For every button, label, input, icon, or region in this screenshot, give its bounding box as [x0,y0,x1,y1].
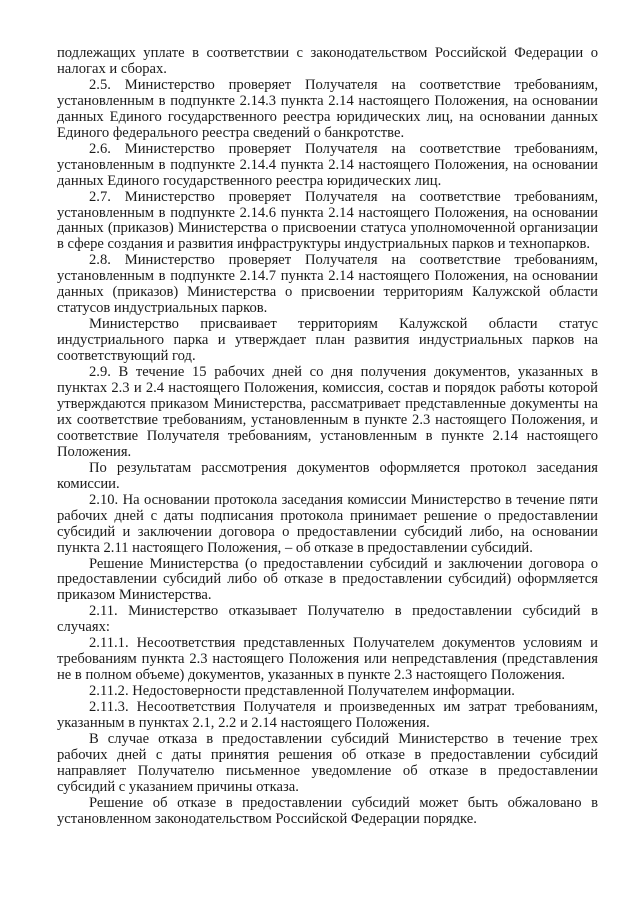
paragraph-2-11: 2.11. Министерство отказывает Получателю в предоставлении субсидий в случаях: [57,603,598,636]
paragraph-industrial-park-status: Министерство присваивает территориям Калужской области статус индустриального парка и утверждает план развития индустриальных парков на соответствующий год. [57,316,598,365]
paragraph-2-11-3: 2.11.3. Несоответствия Получателя и произведенных им затрат требованиям, указанным в пунктах 2.1, 2.2 и 2.14 настоящего Положения. [57,699,598,732]
paragraph-2-11-1: 2.11.1. Несоответствия представленных Получателем документов условиям и требованиям пункта 2.3 настоящего Положения или непредставления (представления не в полном объеме) документов, указанных в пункте 2.3 настоящего Положения. [57,635,598,684]
paragraph-refusal-notice: В случае отказа в предоставлении субсидий Министерство в течение трех рабочих дней с даты принятия решения об отказе в предоставлении субсидий направляет Получателю письменное уведомление об отказе в предоставлении субсидий с указанием причины отказа. [57,730,598,795]
paragraph-2-10: 2.10. На основании протокола заседания комиссии Министерство в течение пяти рабочих дней с даты подписания протокола принимает решение о предоставлении субсидий и заключении договора о предоставлении субсидий либо, на основании пункта 2.11 настоящего Положения, – об отказе в предоставлении субсидий. [57,491,598,556]
paragraph-2-9: 2.9. В течение 15 рабочих дней со дня получения документов, указанных в пунктах 2.3 и 2.4 настоящего Положения, комиссия, состав и порядок работы которой утверждаются приказом Министерства, рассматривает представленные документы на их соответствие требованиям, установленным в пункте 2.3 настоящего Положения, и соответствие Получателя требованиям, установленным в пункте 2.14 настоящего Положения. [57,364,598,460]
paragraph-ministry-decision: Решение Министерства (о предоставлении субсидий и заключении договора о предоставлении субсидий либо об отказе в предоставлении субсидий) оформляется приказом Министерства. [57,555,598,604]
paragraph-2-8: 2.8. Министерство проверяет Получателя на соответствие требованиям, установленным в подпункте 2.14.7 пункта 2.14 настоящего Положения, на основании данных (приказов) Министерства о присвоении территориям Калужской области статусов индустриальных парков. [57,252,598,317]
paragraph-taxes-continuation: подлежащих уплате в соответствии с законодательством Российской Федерации о налогах и сборах. [57,45,598,77]
paragraph-2-5: 2.5. Министерство проверяет Получателя на соответствие требованиям, установленным в подпункте 2.14.3 пункта 2.14 настоящего Положения, на основании данных Единого государственного реестра юридических лиц, на основании данных Единого федерального реестра сведений о банкротстве. [57,76,598,141]
document-body [57,46,598,828]
paragraph-commission-protocol: По результатам рассмотрения документов оформляется протокол заседания комиссии. [57,459,598,492]
paragraph-appeal: Решение об отказе в предоставлении субсидий может быть обжаловано в установленном законодательством Российской Федерации порядке. [57,794,598,827]
paragraph-2-7: 2.7. Министерство проверяет Получателя на соответствие требованиям, установленным в подпункте 2.14.6 пункта 2.14 настоящего Положения, на основании данных (приказов) Министерства о присвоении статуса уполномоченной организации в сфере создания и развития инфраструктуры индустриальных парков и технопарков. [57,188,598,253]
paragraph-2-6: 2.6. Министерство проверяет Получателя на соответствие требованиям, установленным в подпункте 2.14.4 пункта 2.14 настоящего Положения, на основании данных Единого государственного реестра юридических лиц. [57,140,598,189]
paragraph-2-11-2: 2.11.2. Недостоверности представленной Получателем информации. [89,683,515,700]
